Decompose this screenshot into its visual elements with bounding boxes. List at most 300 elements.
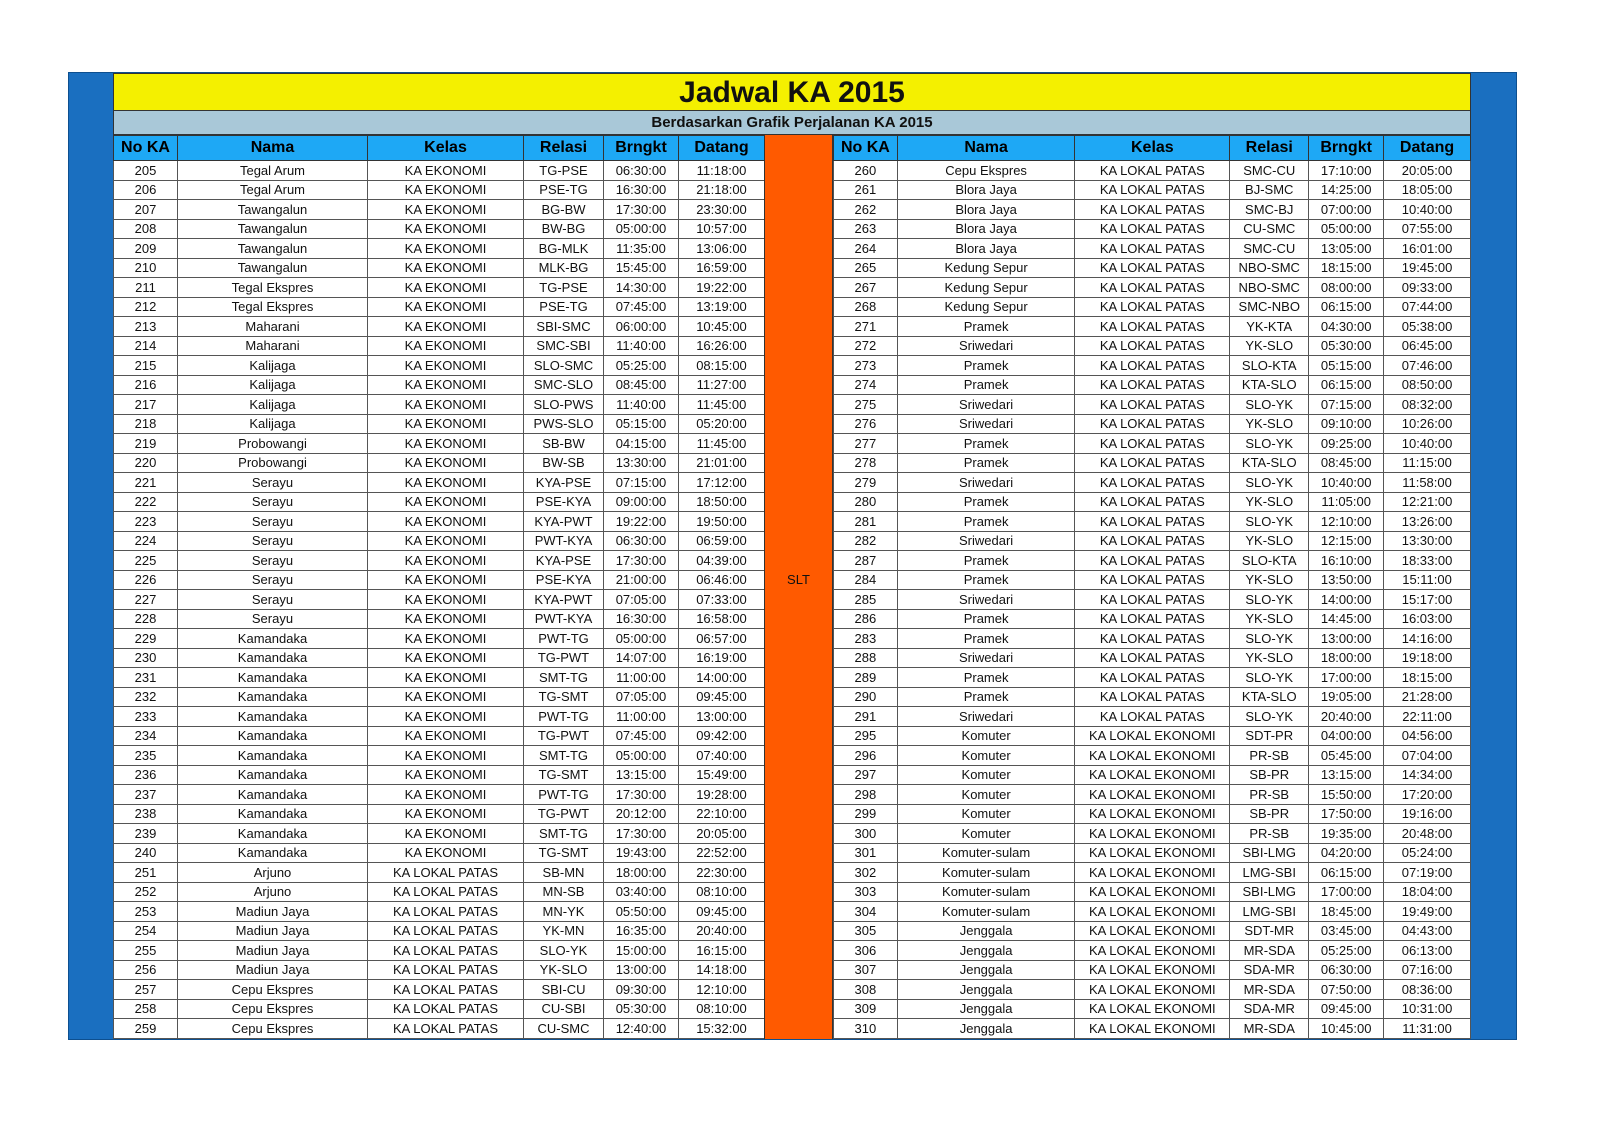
cell-no-ka: 267 [834, 278, 898, 298]
cell-brngkt: 21:00:00 [604, 570, 679, 590]
cell-brngkt: 10:45:00 [1309, 1019, 1384, 1039]
cell-nama: Cepu Ekspres [178, 1019, 368, 1039]
cell-nama: Jenggala [897, 941, 1075, 961]
cell-datang: 18:33:00 [1384, 551, 1471, 571]
table-row [834, 1019, 1471, 1039]
cell-relasi: PWS-SLO [524, 414, 604, 434]
cell-relasi: TG-PWT [524, 648, 604, 668]
cell-no-ka: 259 [114, 1019, 178, 1039]
table-row [114, 492, 765, 512]
cell-brngkt: 13:00:00 [604, 960, 679, 980]
cell-kelas: KA EKONOMI [368, 180, 524, 200]
cell-kelas: KA LOKAL PATAS [1075, 473, 1230, 493]
cell-relasi: SDT-MR [1230, 921, 1309, 941]
cell-brngkt: 18:45:00 [1309, 902, 1384, 922]
cell-relasi: PWT-KYA [524, 609, 604, 629]
cell-datang: 19:45:00 [1384, 258, 1471, 278]
cell-datang: 10:45:00 [679, 317, 765, 337]
cell-brngkt: 12:40:00 [604, 1019, 679, 1039]
cell-brngkt: 08:45:00 [604, 375, 679, 395]
cell-brngkt: 06:30:00 [1309, 960, 1384, 980]
cell-datang: 22:52:00 [679, 843, 765, 863]
cell-relasi: PWT-TG [524, 785, 604, 805]
cell-relasi: YK-SLO [1230, 570, 1309, 590]
cell-brngkt: 19:05:00 [1309, 687, 1384, 707]
cell-kelas: KA LOKAL PATAS [1075, 258, 1230, 278]
cell-no-ka: 257 [114, 980, 178, 1000]
cell-no-ka: 239 [114, 824, 178, 844]
cell-datang: 10:40:00 [1384, 200, 1471, 220]
cell-brngkt: 07:15:00 [604, 473, 679, 493]
cell-brngkt: 13:30:00 [604, 453, 679, 473]
table-row [114, 785, 765, 805]
cell-datang: 16:26:00 [679, 336, 765, 356]
cell-brngkt: 03:40:00 [604, 882, 679, 902]
cell-relasi: SLO-KTA [1230, 356, 1309, 376]
cell-kelas: KA LOKAL EKONOMI [1075, 746, 1230, 766]
cell-brngkt: 11:00:00 [604, 707, 679, 727]
cell-brngkt: 07:15:00 [1309, 395, 1384, 415]
cell-nama: Tegal Ekspres [178, 297, 368, 317]
cell-datang: 05:38:00 [1384, 317, 1471, 337]
cell-kelas: KA LOKAL EKONOMI [1075, 863, 1230, 883]
cell-nama: Serayu [178, 570, 368, 590]
cell-no-ka: 264 [834, 239, 898, 259]
cell-datang: 10:31:00 [1384, 999, 1471, 1019]
cell-datang: 10:40:00 [1384, 434, 1471, 454]
cell-relasi: MLK-BG [524, 258, 604, 278]
cell-relasi: SMC-CU [1230, 161, 1309, 181]
cell-relasi: SMC-SBI [524, 336, 604, 356]
cell-no-ka: 254 [114, 921, 178, 941]
cell-nama: Blora Jaya [897, 180, 1075, 200]
cell-brngkt: 04:30:00 [1309, 317, 1384, 337]
table-row [834, 999, 1471, 1019]
table-row [114, 414, 765, 434]
table-row [834, 707, 1471, 727]
cell-datang: 05:24:00 [1384, 843, 1471, 863]
cell-datang: 19:50:00 [679, 512, 765, 532]
cell-datang: 05:20:00 [679, 414, 765, 434]
table-row [834, 492, 1471, 512]
cell-relasi: YK-SLO [1230, 414, 1309, 434]
cell-kelas: KA LOKAL PATAS [1075, 239, 1230, 259]
cell-relasi: YK-MN [524, 921, 604, 941]
table-row [114, 336, 765, 356]
cell-no-ka: 208 [114, 219, 178, 239]
cell-kelas: KA EKONOMI [368, 336, 524, 356]
table-row [114, 570, 765, 590]
cell-datang: 04:43:00 [1384, 921, 1471, 941]
cell-brngkt: 15:50:00 [1309, 785, 1384, 805]
cell-brngkt: 11:35:00 [604, 239, 679, 259]
cell-kelas: KA LOKAL PATAS [1075, 180, 1230, 200]
table-row [834, 375, 1471, 395]
cell-kelas: KA EKONOMI [368, 317, 524, 337]
cell-no-ka: 285 [834, 590, 898, 610]
cell-relasi: CU-SMC [1230, 219, 1309, 239]
cell-nama: Blora Jaya [897, 239, 1075, 259]
cell-nama: Pramek [897, 668, 1075, 688]
cell-no-ka: 207 [114, 200, 178, 220]
cell-nama: Komuter-sulam [897, 843, 1075, 863]
cell-nama: Cepu Ekspres [178, 999, 368, 1019]
cell-kelas: KA LOKAL EKONOMI [1075, 824, 1230, 844]
cell-nama: Jenggala [897, 1019, 1075, 1039]
cell-nama: Kalijaga [178, 395, 368, 415]
cell-kelas: KA LOKAL PATAS [1075, 570, 1230, 590]
cell-datang: 14:00:00 [679, 668, 765, 688]
table-row [114, 219, 765, 239]
cell-relasi: PSE-TG [524, 180, 604, 200]
cell-datang: 08:10:00 [679, 999, 765, 1019]
cell-no-ka: 309 [834, 999, 898, 1019]
cell-relasi: SLO-SMC [524, 356, 604, 376]
cell-no-ka: 271 [834, 317, 898, 337]
cell-no-ka: 300 [834, 824, 898, 844]
cell-no-ka: 276 [834, 414, 898, 434]
cell-kelas: KA LOKAL PATAS [368, 980, 524, 1000]
cell-datang: 14:18:00 [679, 960, 765, 980]
cell-nama: Kalijaga [178, 375, 368, 395]
cell-datang: 14:16:00 [1384, 629, 1471, 649]
cell-datang: 10:26:00 [1384, 414, 1471, 434]
table-row [834, 434, 1471, 454]
cell-relasi: CU-SBI [524, 999, 604, 1019]
cell-brngkt: 04:00:00 [1309, 726, 1384, 746]
cell-datang: 13:19:00 [679, 297, 765, 317]
cell-nama: Pramek [897, 356, 1075, 376]
cell-no-ka: 215 [114, 356, 178, 376]
cell-nama: Tawangalun [178, 258, 368, 278]
table-row [114, 395, 765, 415]
table-row [114, 824, 765, 844]
table-row [114, 843, 765, 863]
cell-relasi: MR-SDA [1230, 980, 1309, 1000]
cell-relasi: SB-BW [524, 434, 604, 454]
cell-nama: Sriwedari [897, 648, 1075, 668]
table-row [114, 531, 765, 551]
cell-relasi: PR-SB [1230, 785, 1309, 805]
cell-kelas: KA EKONOMI [368, 843, 524, 863]
cell-datang: 19:16:00 [1384, 804, 1471, 824]
cell-datang: 13:30:00 [1384, 531, 1471, 551]
cell-no-ka: 256 [114, 960, 178, 980]
cell-relasi: TG-SMT [524, 843, 604, 863]
cell-nama: Komuter [897, 785, 1075, 805]
table-row [834, 258, 1471, 278]
cell-datang: 04:39:00 [679, 551, 765, 571]
cell-no-ka: 260 [834, 161, 898, 181]
table-row [834, 219, 1471, 239]
cell-relasi: SMC-NBO [1230, 297, 1309, 317]
cell-no-ka: 305 [834, 921, 898, 941]
cell-no-ka: 265 [834, 258, 898, 278]
cell-relasi: MR-SDA [1230, 941, 1309, 961]
cell-datang: 16:58:00 [679, 609, 765, 629]
cell-datang: 21:18:00 [679, 180, 765, 200]
cell-brngkt: 11:40:00 [604, 336, 679, 356]
cell-no-ka: 301 [834, 843, 898, 863]
cell-brngkt: 07:45:00 [604, 726, 679, 746]
cell-no-ka: 219 [114, 434, 178, 454]
cell-no-ka: 258 [114, 999, 178, 1019]
table-header-row [114, 136, 765, 161]
cell-nama: Kamandaka [178, 765, 368, 785]
cell-kelas: KA LOKAL PATAS [1075, 648, 1230, 668]
cell-kelas: KA LOKAL PATAS [1075, 687, 1230, 707]
cell-datang: 21:28:00 [1384, 687, 1471, 707]
cell-brngkt: 13:15:00 [1309, 765, 1384, 785]
cell-relasi: SLO-PWS [524, 395, 604, 415]
cell-relasi: KTA-SLO [1230, 687, 1309, 707]
cell-brngkt: 05:50:00 [604, 902, 679, 922]
cell-datang: 20:48:00 [1384, 824, 1471, 844]
table-row [114, 1019, 765, 1039]
cell-nama: Kedung Sepur [897, 278, 1075, 298]
col-header-datang: Datang [1384, 136, 1471, 161]
cell-relasi: YK-SLO [1230, 531, 1309, 551]
cell-relasi: SB-PR [1230, 765, 1309, 785]
cell-datang: 11:45:00 [679, 434, 765, 454]
cell-datang: 19:18:00 [1384, 648, 1471, 668]
cell-datang: 07:04:00 [1384, 746, 1471, 766]
cell-brngkt: 13:15:00 [604, 765, 679, 785]
cell-datang: 23:30:00 [679, 200, 765, 220]
cell-relasi: KYA-PWT [524, 590, 604, 610]
cell-relasi: KYA-PSE [524, 473, 604, 493]
cell-relasi: TG-PWT [524, 726, 604, 746]
table-row [114, 960, 765, 980]
table-row [114, 863, 765, 883]
cell-no-ka: 237 [114, 785, 178, 805]
cell-relasi: SB-MN [524, 863, 604, 883]
cell-relasi: KYA-PWT [524, 512, 604, 532]
cell-brngkt: 05:00:00 [604, 219, 679, 239]
cell-datang: 11:45:00 [679, 395, 765, 415]
cell-brngkt: 05:00:00 [604, 746, 679, 766]
middle-divider [764, 135, 833, 1039]
cell-brngkt: 14:00:00 [1309, 590, 1384, 610]
cell-no-ka: 211 [114, 278, 178, 298]
cell-kelas: KA LOKAL PATAS [1075, 161, 1230, 181]
table-row [834, 746, 1471, 766]
cell-kelas: KA EKONOMI [368, 707, 524, 727]
table-row [834, 512, 1471, 532]
cell-nama: Maharani [178, 317, 368, 337]
cell-brngkt: 08:45:00 [1309, 453, 1384, 473]
cell-relasi: KTA-SLO [1230, 375, 1309, 395]
cell-brngkt: 16:10:00 [1309, 551, 1384, 571]
cell-datang: 08:32:00 [1384, 395, 1471, 415]
cell-brngkt: 05:00:00 [1309, 219, 1384, 239]
cell-relasi: PWT-KYA [524, 531, 604, 551]
table-row [834, 570, 1471, 590]
cell-nama: Pramek [897, 609, 1075, 629]
table-row [114, 161, 765, 181]
cell-kelas: KA EKONOMI [368, 746, 524, 766]
cell-datang: 15:49:00 [679, 765, 765, 785]
cell-nama: Probowangi [178, 434, 368, 454]
cell-no-ka: 229 [114, 629, 178, 649]
table-row [114, 902, 765, 922]
table-row [834, 161, 1471, 181]
cell-brngkt: 09:30:00 [604, 980, 679, 1000]
cell-no-ka: 228 [114, 609, 178, 629]
table-row [114, 980, 765, 1000]
table-row [834, 765, 1471, 785]
cell-kelas: KA EKONOMI [368, 395, 524, 415]
cell-nama: Komuter [897, 746, 1075, 766]
cell-no-ka: 214 [114, 336, 178, 356]
cell-brngkt: 18:15:00 [1309, 258, 1384, 278]
cell-nama: Serayu [178, 590, 368, 610]
cell-datang: 20:05:00 [1384, 161, 1471, 181]
cell-brngkt: 14:30:00 [604, 278, 679, 298]
cell-relasi: SMC-BJ [1230, 200, 1309, 220]
cell-datang: 06:13:00 [1384, 941, 1471, 961]
cell-relasi: PSE-KYA [524, 492, 604, 512]
cell-relasi: NBO-SMC [1230, 278, 1309, 298]
cell-brngkt: 17:10:00 [1309, 161, 1384, 181]
cell-brngkt: 05:15:00 [604, 414, 679, 434]
cell-no-ka: 226 [114, 570, 178, 590]
cell-relasi: BG-BW [524, 200, 604, 220]
cell-no-ka: 222 [114, 492, 178, 512]
cell-datang: 17:12:00 [679, 473, 765, 493]
table-row [834, 941, 1471, 961]
cell-relasi: SDT-PR [1230, 726, 1309, 746]
cell-datang: 18:15:00 [1384, 668, 1471, 688]
cell-no-ka: 251 [114, 863, 178, 883]
cell-no-ka: 220 [114, 453, 178, 473]
cell-nama: Tegal Ekspres [178, 278, 368, 298]
table-row [834, 980, 1471, 1000]
cell-kelas: KA LOKAL PATAS [1075, 551, 1230, 571]
cell-no-ka: 232 [114, 687, 178, 707]
cell-datang: 07:33:00 [679, 590, 765, 610]
cell-nama: Pramek [897, 317, 1075, 337]
cell-brngkt: 09:00:00 [604, 492, 679, 512]
table-row [114, 551, 765, 571]
cell-brngkt: 07:05:00 [604, 590, 679, 610]
cell-nama: Kamandaka [178, 668, 368, 688]
table-row [834, 551, 1471, 571]
cell-brngkt: 05:25:00 [1309, 941, 1384, 961]
cell-no-ka: 209 [114, 239, 178, 259]
cell-relasi: BG-MLK [524, 239, 604, 259]
cell-nama: Sriwedari [897, 707, 1075, 727]
table-row [834, 804, 1471, 824]
cell-no-ka: 295 [834, 726, 898, 746]
cell-brngkt: 06:30:00 [604, 161, 679, 181]
cell-nama: Sriwedari [897, 531, 1075, 551]
cell-no-ka: 218 [114, 414, 178, 434]
cell-brngkt: 03:45:00 [1309, 921, 1384, 941]
table-row [834, 843, 1471, 863]
table-row [114, 375, 765, 395]
cell-relasi: SLO-YK [1230, 590, 1309, 610]
table-row [834, 200, 1471, 220]
cell-datang: 07:55:00 [1384, 219, 1471, 239]
cell-datang: 08:36:00 [1384, 980, 1471, 1000]
table-row [114, 882, 765, 902]
cell-brngkt: 05:30:00 [1309, 336, 1384, 356]
cell-brngkt: 16:35:00 [604, 921, 679, 941]
cell-nama: Serayu [178, 473, 368, 493]
table-row [834, 824, 1471, 844]
cell-kelas: KA EKONOMI [368, 590, 524, 610]
cell-no-ka: 310 [834, 1019, 898, 1039]
cell-nama: Serayu [178, 531, 368, 551]
cell-datang: 07:40:00 [679, 746, 765, 766]
cell-datang: 10:57:00 [679, 219, 765, 239]
col-header-nama: Nama [178, 136, 368, 161]
cell-no-ka: 212 [114, 297, 178, 317]
col-header-brngkt: Brngkt [604, 136, 679, 161]
cell-datang: 06:45:00 [1384, 336, 1471, 356]
cell-datang: 19:28:00 [679, 785, 765, 805]
cell-nama: Blora Jaya [897, 219, 1075, 239]
table-row [834, 629, 1471, 649]
cell-kelas: KA LOKAL PATAS [1075, 668, 1230, 688]
cell-kelas: KA EKONOMI [368, 726, 524, 746]
table-row [834, 668, 1471, 688]
cell-nama: Serayu [178, 551, 368, 571]
cell-no-ka: 216 [114, 375, 178, 395]
cell-kelas: KA EKONOMI [368, 200, 524, 220]
cell-relasi: MN-SB [524, 882, 604, 902]
table-row [114, 707, 765, 727]
table-row [114, 999, 765, 1019]
cell-brngkt: 16:30:00 [604, 180, 679, 200]
table-row [834, 531, 1471, 551]
table-row [834, 239, 1471, 259]
table-row [834, 414, 1471, 434]
cell-nama: Kamandaka [178, 824, 368, 844]
table-row [114, 726, 765, 746]
cell-relasi: SLO-YK [1230, 707, 1309, 727]
cell-brngkt: 09:45:00 [1309, 999, 1384, 1019]
cell-kelas: KA LOKAL PATAS [1075, 590, 1230, 610]
table-row [114, 317, 765, 337]
cell-no-ka: 289 [834, 668, 898, 688]
cell-datang: 22:10:00 [679, 804, 765, 824]
cell-no-ka: 252 [114, 882, 178, 902]
cell-relasi: PSE-TG [524, 297, 604, 317]
cell-no-ka: 279 [834, 473, 898, 493]
cell-brngkt: 17:30:00 [604, 824, 679, 844]
cell-kelas: KA LOKAL PATAS [1075, 453, 1230, 473]
cell-no-ka: 234 [114, 726, 178, 746]
table-row [114, 180, 765, 200]
cell-no-ka: 231 [114, 668, 178, 688]
cell-nama: Kamandaka [178, 629, 368, 649]
table-row [114, 590, 765, 610]
cell-no-ka: 213 [114, 317, 178, 337]
cell-kelas: KA EKONOMI [368, 648, 524, 668]
cell-datang: 08:15:00 [679, 356, 765, 376]
cell-kelas: KA LOKAL PATAS [1075, 512, 1230, 532]
cell-no-ka: 284 [834, 570, 898, 590]
cell-brngkt: 10:40:00 [1309, 473, 1384, 493]
cell-nama: Kamandaka [178, 785, 368, 805]
cell-no-ka: 217 [114, 395, 178, 415]
cell-relasi: PWT-TG [524, 629, 604, 649]
cell-nama: Jenggala [897, 980, 1075, 1000]
col-header-datang: Datang [679, 136, 765, 161]
cell-relasi: SMT-TG [524, 824, 604, 844]
